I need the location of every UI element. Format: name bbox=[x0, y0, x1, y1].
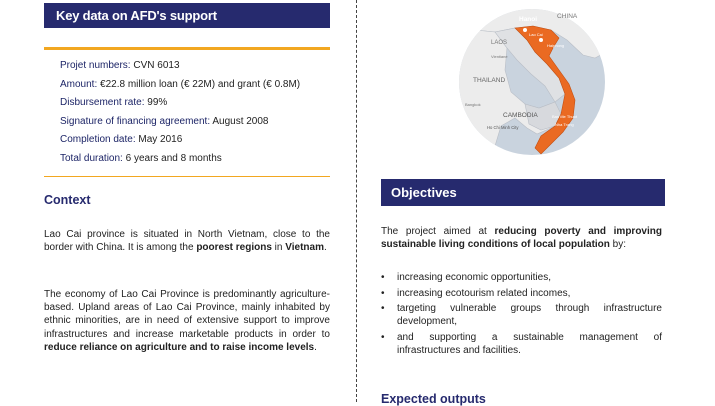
map-label-ban-me: Ban Me Thuot bbox=[552, 114, 578, 119]
lao-cai-marker bbox=[523, 28, 527, 32]
objective-item-sustainable-management: • and supporting a sustainable management of infrastructures and facilities. bbox=[381, 331, 662, 356]
map-label-china: CHINA bbox=[557, 13, 578, 20]
key-data-item-amount: Amount: €22.8 million loan (€ 22M) and grant (€ 0.8M) bbox=[60, 78, 301, 90]
bullet-icon: • bbox=[381, 287, 385, 299]
bullet-icon: • bbox=[381, 303, 385, 314]
map-label-hcm: Ho Chi Minh City bbox=[487, 125, 519, 130]
bullet-icon: • bbox=[381, 331, 385, 343]
map-label-haiphong: Haiphong bbox=[547, 43, 565, 48]
context-paragraph-2: The economy of Lao Cai Province is predominantly agriculture-based. Upland areas of Lao Cai Province, mainly inhabited by ethnic minorities, are in need of extensive support to improve infrastructures and increase marketable products in order to reduce reliance on agriculture and to raise income levels. bbox=[44, 289, 330, 353]
key-data-title: Key data on AFD's support bbox=[56, 8, 217, 23]
objective-item-ecotourism: • increasing ecotourism related incomes, bbox=[381, 287, 571, 299]
key-data-item-signature: Signature of financing agreement: August 2008 bbox=[60, 115, 269, 127]
map-label-nha-trang: Nha Trang bbox=[555, 122, 574, 127]
objective-item-economic: • increasing economic opportunities, bbox=[381, 272, 551, 283]
column-separator bbox=[356, 0, 357, 402]
objective-item-vulnerable-groups: • targeting vulnerable groups through infrastructure development, bbox=[381, 303, 662, 327]
vietnam-location-map bbox=[455, 0, 610, 166]
map-label-laos: LAOS bbox=[491, 40, 508, 46]
key-data-item-completion: Completion date: May 2016 bbox=[60, 134, 183, 146]
map-label-vientiane: Vientiane bbox=[491, 54, 508, 59]
context-heading: Context bbox=[44, 193, 91, 207]
key-data-bottom-divider bbox=[44, 176, 330, 177]
map-label-hanoi: Hanoi bbox=[519, 16, 538, 23]
key-data-item-project-number: Projet numbers: CVN 6013 bbox=[60, 60, 180, 71]
map-label-thailand: THAILAND bbox=[473, 77, 506, 84]
expected-outputs-heading: Expected outputs bbox=[381, 392, 486, 406]
key-data-divider bbox=[44, 47, 330, 50]
objectives-header bbox=[381, 179, 665, 206]
map-label-lao-cai: Lao Cai bbox=[529, 32, 543, 37]
map-label-bangkok: Bangkok bbox=[465, 102, 481, 107]
key-data-header bbox=[44, 3, 330, 28]
context-paragraph-1: Lao Cai province is situated in North Vietnam, close to the border with China. It is among the poorest regions in Vietnam. bbox=[44, 229, 330, 254]
bullet-icon: • bbox=[381, 272, 385, 283]
key-data-item-duration: Total duration: 6 years and 8 months bbox=[60, 152, 222, 164]
hanoi-marker bbox=[539, 38, 543, 42]
map-label-cambodia: CAMBODIA bbox=[503, 112, 538, 119]
key-data-list bbox=[60, 59, 300, 171]
key-data-item-disbursement: Disbursement rate: 99% bbox=[60, 97, 168, 109]
objectives-list bbox=[381, 271, 662, 359]
objectives-intro: The project aimed at reducing poverty and improving sustainable living conditions of local population by: bbox=[381, 226, 662, 251]
objectives-title: Objectives bbox=[391, 185, 457, 200]
